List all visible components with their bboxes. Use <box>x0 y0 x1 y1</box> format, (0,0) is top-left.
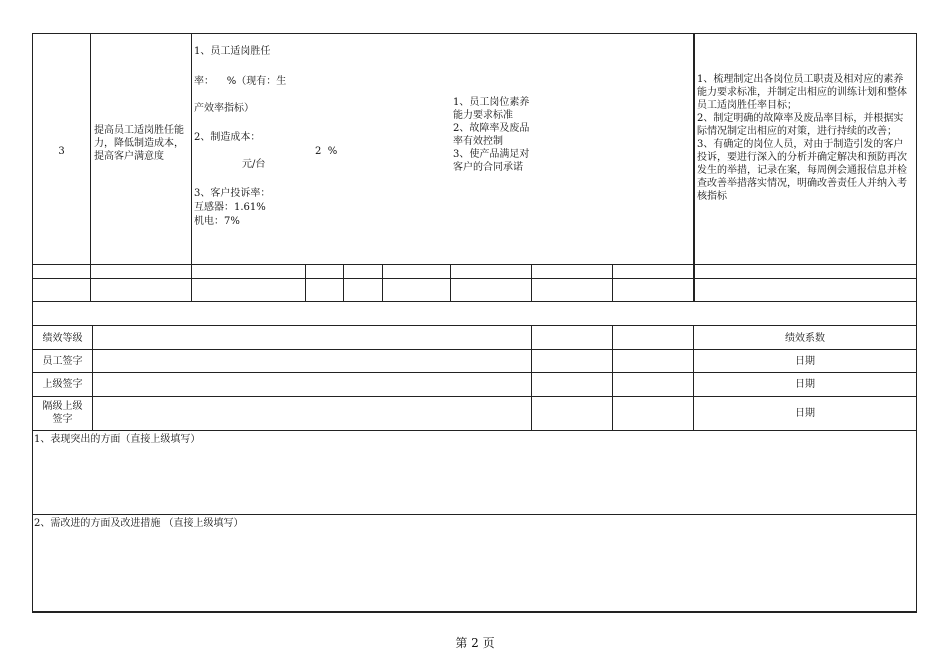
grid-line <box>531 325 532 430</box>
grid-line <box>32 349 917 350</box>
superior-signature-label: 上级签字 <box>42 379 83 390</box>
grid-line <box>32 325 917 326</box>
employee-signature-label: 员工签字 <box>42 356 83 367</box>
grid-line <box>32 611 917 613</box>
grid-line <box>32 301 917 302</box>
grid-line <box>32 33 917 34</box>
indicator-line-5: 3、客户投诉率： <box>194 188 271 199</box>
indicator-line-4: 2、制造成本： <box>194 132 261 143</box>
grid-line <box>343 264 344 301</box>
indicator-pct: 2 % <box>315 146 338 157</box>
grid-line <box>32 430 917 431</box>
skip-level-date-label: 日期 <box>795 408 815 419</box>
grid-line <box>612 264 613 301</box>
grid-line <box>92 325 93 430</box>
improvement-comment-label: 2、需改进的方面及改进措施 （直接上级填写） <box>34 518 244 529</box>
grid-line <box>612 325 613 430</box>
grid-line <box>32 278 917 279</box>
measures-text: 1、梳理制定出各岗位员工职责及相对应的素养能力要求标准，并制定出相应的训练计划和整体员工适岗胜任率目标； 2、制定明确的故障率及废品率目标，并根据实际情况制定出相应的对策，进行持续的改善； 3、有确定的岗位人员，对由于制造引发的客户投诉，要进行深入的分析并确定解决和预防再次发生的举措，记录在案，每周例会通报信息并检查改善举措落实情况，明确改善责任人并纳入考核指标 <box>697 74 907 202</box>
standard-text: 1、员工岗位素养能力要求标准 2、故障率及废品率有效控制 3、使产品满足对客户的合同承诺 <box>453 97 530 173</box>
indicator-line-3: 产效率指标） <box>194 103 254 114</box>
indicator-line-2: 率： %（现有：生 <box>194 76 287 87</box>
indicator-line-1: 1、员工适岗胜任 <box>194 46 271 57</box>
goal-text: 提高员工适岗胜任能力，降低制造成本，提高客户满意度 <box>94 125 184 162</box>
performance-grade-label: 绩效等级 <box>42 333 83 344</box>
grid-line <box>32 372 917 373</box>
page-number: 第 2 页 <box>455 636 495 650</box>
grid-line <box>450 264 451 301</box>
employee-date-label: 日期 <box>795 356 815 367</box>
indicator-line-6: 互感器：1.61% <box>194 202 266 213</box>
skip-level-signature-label: 隔级上级 签字 <box>42 401 83 425</box>
grid-line <box>32 33 33 612</box>
row-number: 3 <box>58 146 65 157</box>
grid-line <box>32 264 917 265</box>
grid-line <box>916 33 917 612</box>
superior-date-label: 日期 <box>795 379 815 390</box>
grid-line <box>191 33 192 301</box>
performance-coefficient-label: 绩效系数 <box>785 333 825 344</box>
grid-line <box>382 264 383 301</box>
indicator-unit: 元/台 <box>242 159 266 170</box>
grid-line <box>693 33 695 301</box>
grid-line <box>32 396 917 397</box>
grid-line <box>305 264 306 301</box>
outstanding-comment-label: 1、表现突出的方面（直接上级填写） <box>34 434 201 445</box>
indicator-line-7: 机电：7% <box>194 216 240 227</box>
grid-line <box>32 514 917 515</box>
grid-line <box>90 33 91 301</box>
grid-line <box>531 264 532 301</box>
